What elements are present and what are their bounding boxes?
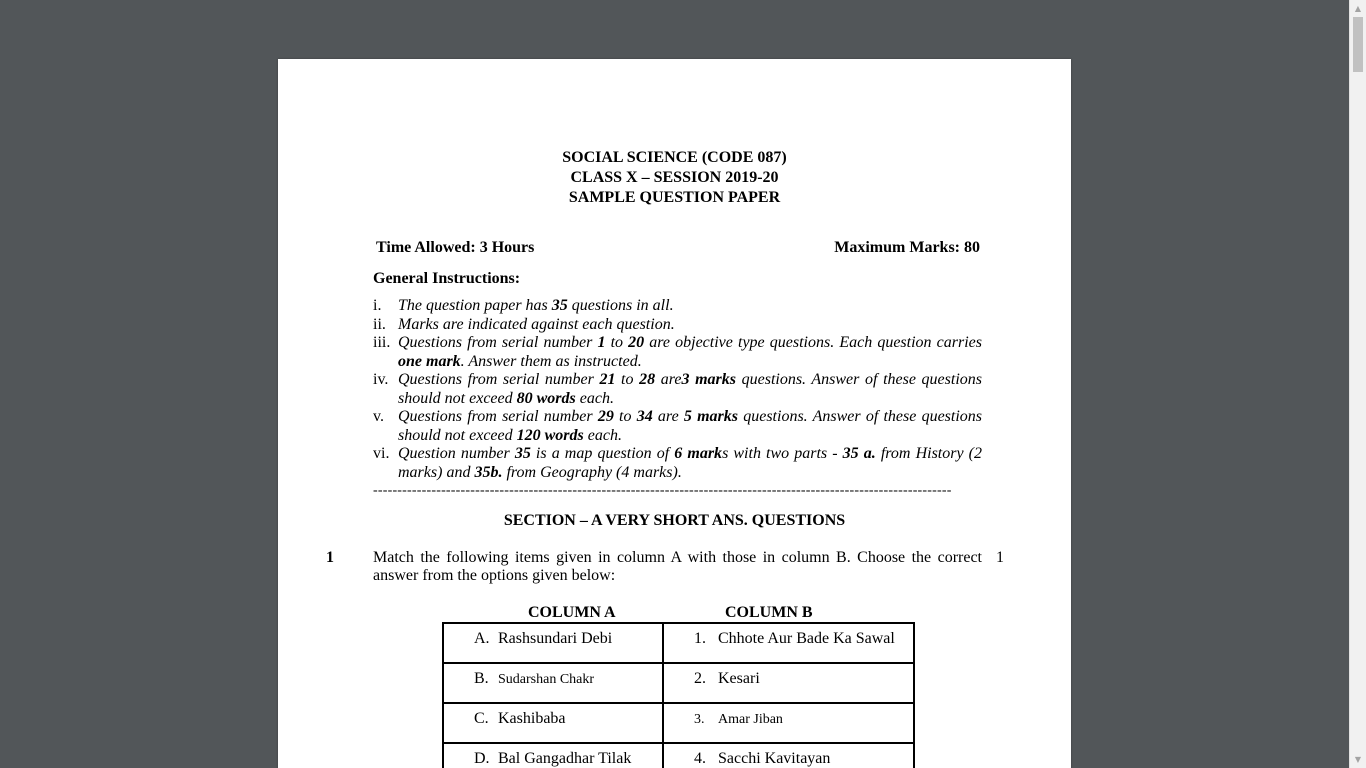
column-a-cell: A. Rashsundari Debi — [443, 623, 663, 663]
column-b-header: COLUMN B — [725, 604, 813, 621]
instruction-item: vi. Question number 35 is a map question of 6 marks with two parts - 35 a. from History (2 marks) and 35b. from Geography (4 marks). — [373, 445, 983, 481]
table-row — [443, 623, 914, 663]
time-allowed: Time Allowed: 3 Hours — [376, 239, 535, 256]
paper-class-session: CLASS X – SESSION 2019-20 — [570, 169, 779, 186]
match-table — [442, 622, 915, 768]
column-b-cell: 4. Sacchi Kavitayan — [663, 743, 914, 768]
instruction-item: ii. Marks are indicated against each question. — [373, 315, 675, 333]
instructions-list — [373, 297, 982, 482]
column-a-cell: C. Kashibaba — [443, 703, 663, 743]
column-a-header: COLUMN A — [528, 604, 616, 621]
column-b-cell: 3. Amar Jiban — [663, 703, 914, 743]
column-b-cell: 2. Kesari — [663, 663, 914, 703]
question-text: Match the following items given in column A with those in column B. Choose the correct answer from the options given below: — [373, 549, 982, 584]
instruction-item: iv. Questions from serial number 21 to 28 are3 marks questions. Answer of these questions should not exceed 80 words each. — [373, 371, 983, 407]
paper-subject-title: SOCIAL SCIENCE (CODE 087) — [562, 149, 787, 166]
instruction-item: iii. Questions from serial number 1 to 20 are objective type questions. Each question carries one mark. Answer them as instructed. — [373, 334, 982, 370]
column-a-cell: B. Sudarshan Chakr — [443, 663, 663, 703]
scroll-up-arrow-icon[interactable]: ▲ — [1354, 4, 1362, 13]
paper-type-title: SAMPLE QUESTION PAPER — [568, 189, 781, 206]
table-row — [443, 703, 914, 743]
vertical-scrollbar[interactable] — [1349, 0, 1366, 768]
question-marks: 1 — [996, 549, 1004, 566]
maximum-marks: Maximum Marks: 80 — [834, 239, 980, 256]
question-number: 1 — [326, 549, 334, 566]
divider-line: ----------------------------------------------------------------------------------------------------------------------- — [373, 483, 952, 498]
column-b-cell: 1. Chhote Aur Bade Ka Sawal — [663, 623, 914, 663]
instruction-item: v. Questions from serial number 29 to 34 are 5 marks questions. Answer of these questions should not exceed 120 words each. — [373, 408, 983, 444]
section-heading: SECTION – A VERY SHORT ANS. QUESTIONS — [503, 512, 846, 529]
table-row — [443, 663, 914, 703]
scroll-down-arrow-icon[interactable]: ▼ — [1354, 755, 1362, 764]
instruction-item: i. The question paper has 35 questions in all. — [373, 297, 674, 314]
scrollbar-thumb[interactable] — [1353, 17, 1363, 72]
table-row — [443, 743, 914, 768]
general-instructions-heading: General Instructions: — [373, 270, 521, 287]
column-a-cell: D. Bal Gangadhar Tilak — [443, 743, 663, 768]
pdf-page — [278, 59, 1071, 768]
